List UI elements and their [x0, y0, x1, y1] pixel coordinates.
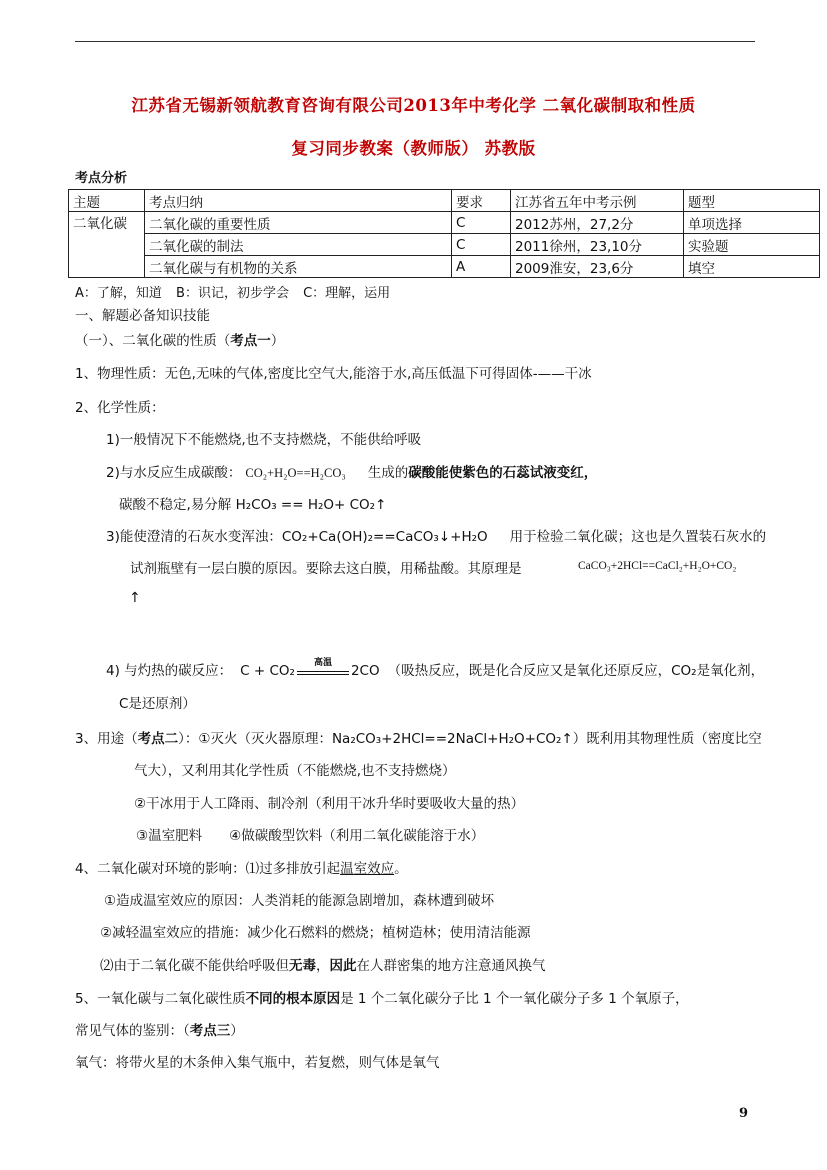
table-cell: 二氧化碳的重要性质 — [145, 212, 452, 234]
table-cell: 二氧化碳与有机物的关系 — [145, 256, 452, 278]
chemical-properties-heading: 2、化学性质： — [75, 400, 165, 416]
table-cell: 二氧化碳的制法 — [145, 234, 452, 256]
table-header-row — [69, 190, 820, 212]
gas-identification-heading: 常见气体的鉴别：（考点三） — [75, 1023, 244, 1039]
physical-properties: 1、物理性质：无色,无味的气体,密度比空气大,能溶于水,高压低温下可得固体-——干冰 — [75, 366, 592, 382]
chem-property-1: 1)一般情况下不能燃烧,也不支持燃烧，不能供给呼吸 — [106, 432, 422, 448]
environment-impact: 4、二氧化碳对环境的影响：⑴过多排放引起温室效应。 — [75, 861, 408, 877]
table-cell: C — [452, 212, 511, 234]
uses-line1: 3、用途（考点二）：①灭火（灭火器原理：Na₂CO₃+2HCl==2NaCl+H₂O+CO₂↑）既利用其物理性质（密度比空 — [75, 731, 762, 747]
requirement-legend: A：了解，知道 B：识记，初步学会 C：理解，运用 — [75, 286, 391, 301]
table-row — [69, 234, 820, 256]
table-header-cell: 江苏省五年中考示例 — [511, 190, 684, 212]
document-title-line2: 复习同步教案（教师版） 苏教版 — [291, 139, 536, 158]
chem-property-2-line2: 碳酸不稳定,易分解 H₂CO₃ == H₂O+ CO₂↑ — [119, 497, 387, 513]
chem-property-4-line2: C是还原剂） — [119, 696, 196, 712]
co-co2-difference: 5、一氧化碳与二氧化碳性质不同的根本原因是 1 个二氧化碳分子比 1 个一氧化碳分子多 1 个氧原子， — [75, 991, 689, 1007]
subsection-heading: （一）、二氧化碳的性质（考点一） — [75, 333, 285, 349]
uses-line2: 气大），又利用其化学性质（不能燃烧,也不支持燃烧） — [134, 763, 456, 779]
table-cell: 2009淮安，23,6分 — [511, 256, 684, 278]
uses-line4: ③温室肥料 ④做碳酸型饮料（利用二氧化碳能溶于水） — [136, 828, 485, 844]
table-cell: 2011徐州，23,10分 — [511, 234, 684, 256]
table-header-cell: 考点归纳 — [145, 190, 452, 212]
table-header-cell: 要求 — [452, 190, 511, 212]
table-row — [69, 212, 820, 234]
up-arrow-icon: ↑ — [129, 590, 141, 606]
oxygen-identification: 氧气：将带火星的木条伸入集气瓶中，若复燃，则气体是氧气 — [75, 1055, 440, 1071]
part1-heading: 一、解题必备知识技能 — [75, 308, 210, 324]
table-topic-cell: 二氧化碳 — [69, 212, 145, 278]
table-header-cell: 题型 — [684, 190, 820, 212]
table-header-cell: 主题 — [69, 190, 145, 212]
ventilation-note: ⑵由于二氧化碳不能供给呼吸但无毒，因此在人群密集的地方注意通风换气 — [100, 958, 546, 974]
document-title-line1: 江苏省无锡新领航教育咨询有限公司2013年中考化学 二氧化碳制取和性质 — [131, 96, 696, 115]
header-rule — [75, 41, 755, 42]
uses-line3: ②干冰用于人工降雨、制冷剂（利用干冰升华时要吸收大量的热） — [134, 796, 525, 812]
reaction-condition-arrow: 高温 — [295, 664, 351, 678]
chem-property-2: 2)与水反应生成碳酸： CO₂+H₂O==H₂CO₃ 生成的碳酸能使紫色的石蕊试液变红， — [106, 465, 598, 481]
chem-property-3-line2: 试剂瓶壁有一层白膜的原因。要除去这白膜，用稀盐酸。其原理是 — [130, 561, 522, 577]
section-heading: 考点分析 — [75, 171, 128, 186]
table-cell: C — [452, 234, 511, 256]
chem-property-4: 4) 与灼热的碳反应： C + CO₂ 高温 2CO （吸热反应，既是化合反应又是氧化还原反应，CO₂是氧化剂， — [106, 658, 765, 679]
chem-property-3-equation: CaCO₃+2HCl==CaCl₂+H₂O+CO₂ — [578, 560, 737, 572]
table-cell: A — [452, 256, 511, 278]
table-cell: 单项选择 — [684, 212, 820, 234]
table-cell: 实验题 — [684, 234, 820, 256]
table-row — [69, 256, 820, 278]
table-cell: 2012苏州，27,2分 — [511, 212, 684, 234]
page-number: 9 — [739, 1106, 749, 1121]
exam-points-table — [68, 189, 820, 278]
environment-measures: ②减轻温室效应的措施：减少化石燃料的燃烧；植树造林；使用清洁能源 — [100, 925, 531, 941]
chem-property-3: 3)能使澄清的石灰水变浑浊：CO₂+Ca(OH)₂==CaCO₃↓+H₂O 用于检验二氧化碳；这也是久置装石灰水的 — [106, 529, 767, 545]
table-cell: 填空 — [684, 256, 820, 278]
environment-cause: ①造成温室效应的原因：人类消耗的能源急剧增加，森林遭到破坏 — [104, 893, 495, 909]
